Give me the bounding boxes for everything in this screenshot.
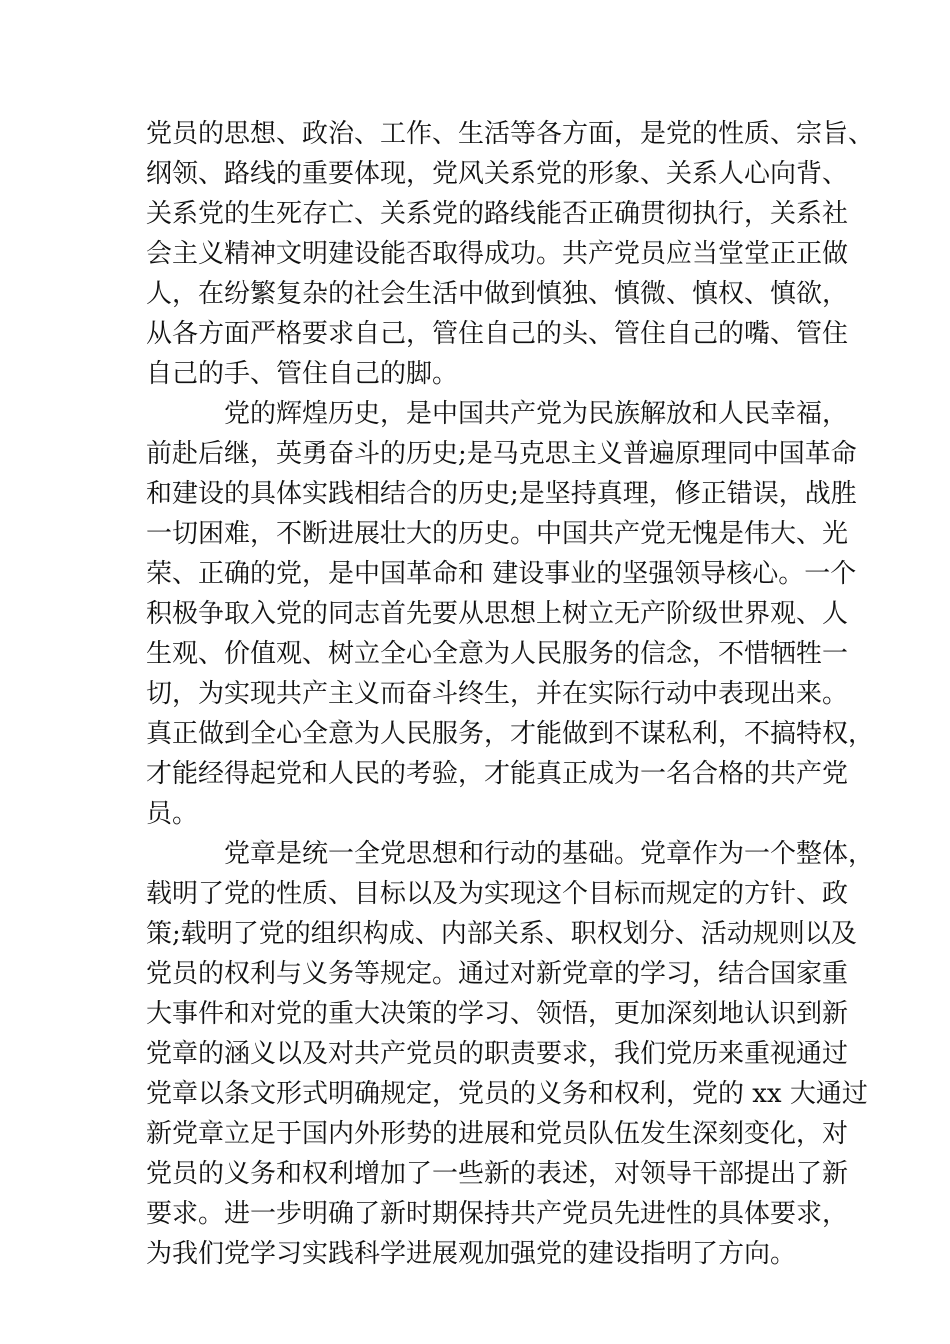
paragraph-3-line-3: 策;载明了党的组织构成、内部关系、职权划分、活动规则以及 [146,919,857,949]
paragraph-2-line-7: 生观、价值观、树立全心全意为人民服务的信念，不惜牺牲一 [146,639,849,669]
paragraph-3-line-5: 大事件和对党的重大决策的学习、领悟，更加深刻地认识到新 [146,999,849,1029]
paragraph-3-line-7: 党章以条文形式明确规定，党员的义务和权利，党的 xx 大通过 [146,1079,868,1109]
paragraph-3-line-4: 党员的权利与义务等规定。通过对新党章的学习，结合国家重 [146,959,849,989]
paragraph-2-line-10: 才能经得起党和人民的考验，才能真正成为一名合格的共产党 [146,759,849,789]
paragraph-1-line-4: 会主义精神文明建设能否取得成功。共产党员应当堂堂正正做 [146,239,849,269]
paragraph-2-line-6: 积极争取入党的同志首先要从思想上树立无产阶级世界观、人 [146,599,849,629]
paragraph-1-line-7: 自己的手、管住自己的脚。 [146,359,459,389]
paragraph-3-line-10: 要求。进一步明确了新时期保持共产党员先进性的具体要求， [146,1199,849,1229]
paragraph-2-line-1: 党的辉煌历史，是中国共产党为民族解放和人民幸福， [146,399,849,429]
paragraph-1-line-3: 关系党的生死存亡、关系党的路线能否正确贯彻执行，关系社 [146,199,849,229]
paragraph-2-line-11: 员。 [146,799,199,829]
paragraph-3-line-1: 党章是统一全党思想和行动的基础。党章作为一个整体， [146,839,875,869]
paragraph-3-line-6: 党章的涵义以及对共产党员的职责要求，我们党历来重视通过 [146,1039,849,1069]
paragraph-2-line-4: 一切困难，不断进展壮大的历史。中国共产党无愧是伟大、光 [146,519,849,549]
paragraph-2-line-8: 切，为实现共产主义而奋斗终生，并在实际行动中表现出来。 [146,679,849,709]
paragraph-1-line-2: 纲领、路线的重要体现，党风关系党的形象、关系人心向背、 [146,159,849,189]
paragraph-1-line-1: 党员的思想、政治、工作、生活等各方面，是党的性质、宗旨、 [146,119,875,149]
paragraph-3-line-11: 为我们党学习实践科学进展观加强党的建设指明了方向。 [146,1239,797,1269]
paragraph-1-line-6: 从各方面严格要求自己，管住自己的头、管住自己的嘴、管住 [146,319,849,349]
paragraph-2-line-3: 和建设的具体实践相结合的历史;是坚持真理，修正错误，战胜 [146,479,857,509]
paragraph-3-line-8: 新党章立足于国内外形势的进展和党员队伍发生深刻变化，对 [146,1119,849,1149]
paragraph-3-line-2: 载明了党的性质、目标以及为实现这个目标而规定的方针、政 [146,879,849,909]
paragraph-1-line-5: 人，在纷繁复杂的社会生活中做到慎独、慎微、慎权、慎欲， [146,279,849,309]
paragraph-3-line-9: 党员的义务和权利增加了一些新的表述，对领导干部提出了新 [146,1159,849,1189]
paragraph-2-line-9: 真正做到全心全意为人民服务，才能做到不谋私利，不搞特权， [146,719,875,749]
paragraph-2-line-2: 前赴后继，英勇奋斗的历史;是马克思主义普遍原理同中国革命 [146,439,857,469]
paragraph-2-line-5: 荣、正确的党，是中国革命和 建设事业的坚强领导核心。一个 [146,559,857,589]
